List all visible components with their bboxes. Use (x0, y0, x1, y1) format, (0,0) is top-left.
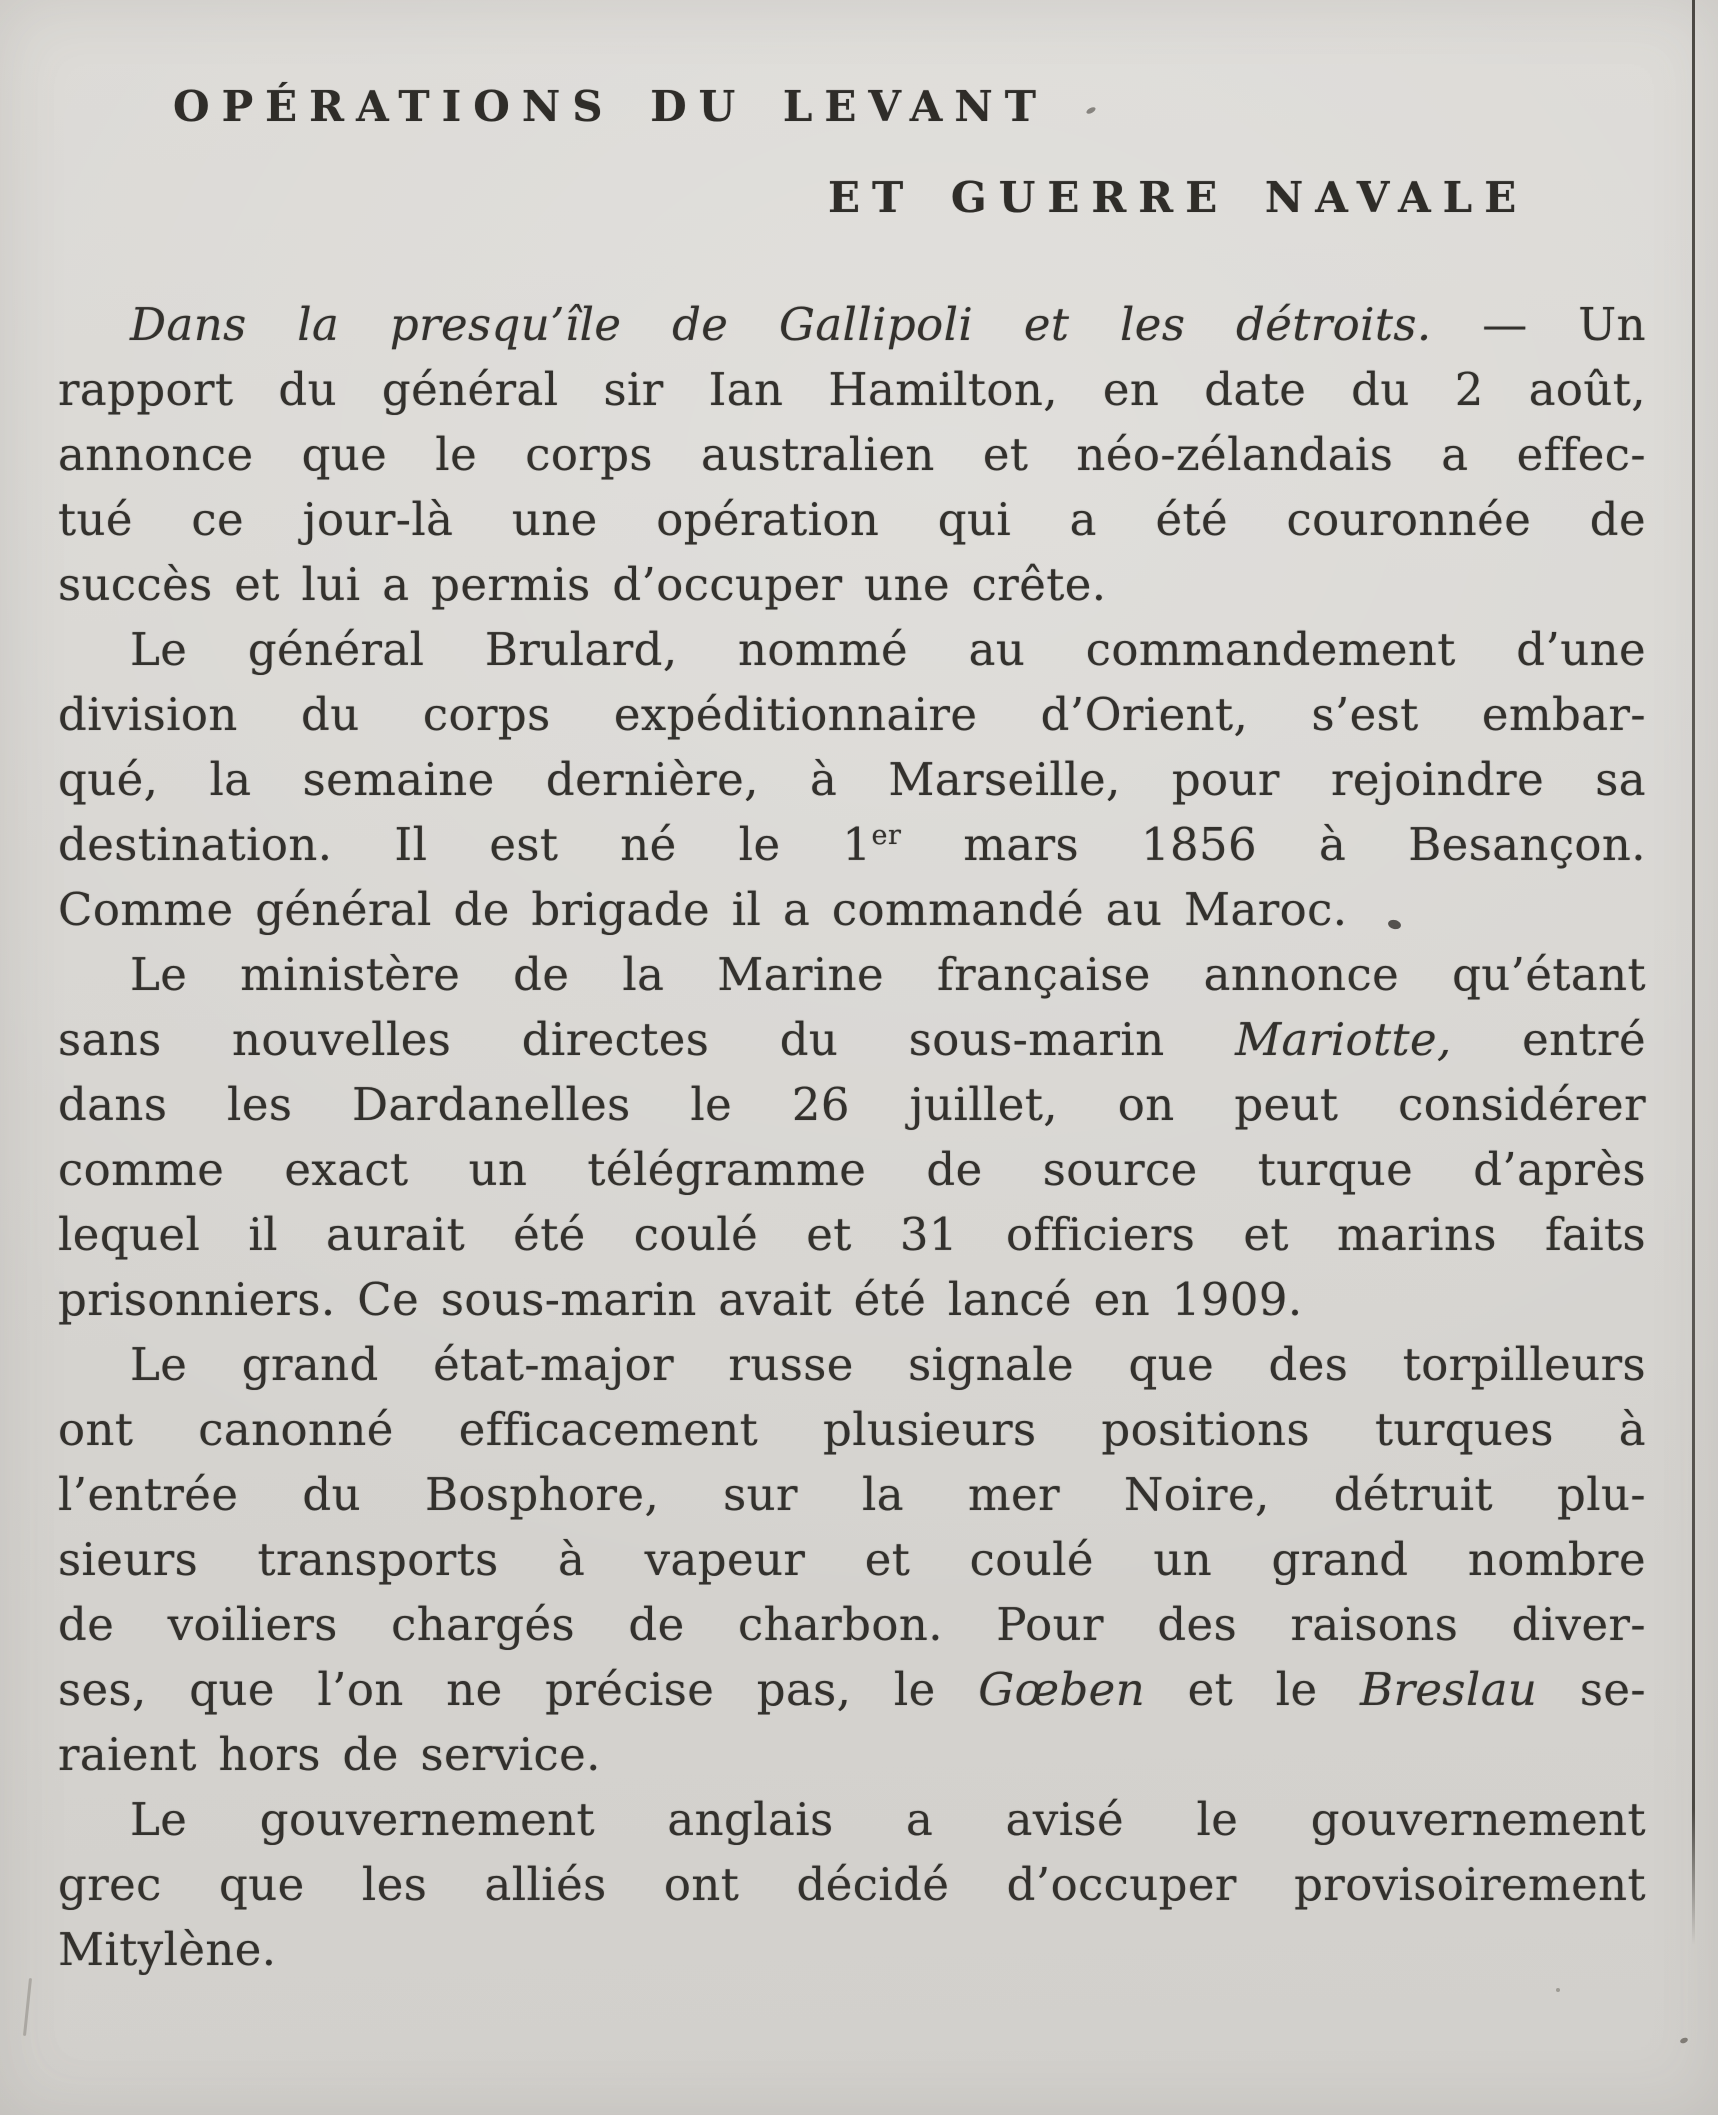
text-segment: entré (1522, 1013, 1646, 1066)
article-line: prisonniers. Ce sous-marin avait été lancé en 1909. (58, 1273, 1303, 1326)
article-line: Mitylène. (58, 1923, 277, 1976)
article-title-line2: ET GUERRE NAVALE (828, 173, 1529, 222)
ink-speck (1556, 1988, 1560, 1992)
article-line: raient hors de service. (58, 1728, 601, 1781)
article-line: lequel il aurait été coulé et 31 officiers et marins faits (58, 1208, 1646, 1261)
article-line: annonce que le corps australien et néo-zélandais a effec- (58, 428, 1646, 481)
text-segment: — Un (1482, 298, 1647, 351)
article-line: Le gouvernement anglais a avisé le gouvernement (130, 1793, 1646, 1846)
article-line: ont canonné efficacement plusieurs positions turques à (58, 1403, 1646, 1456)
article-line: sieurs transports à vapeur et coulé un grand nombre (58, 1533, 1646, 1586)
article-line: grec que les alliés ont décidé d’occuper provisoirement (58, 1858, 1646, 1911)
ship-name-breslau: Breslau (1360, 1663, 1538, 1716)
article-line: qué, la semaine dernière, à Marseille, pour rejoindre sa (58, 753, 1646, 806)
paper-scratch (23, 1978, 32, 2036)
article-line (58, 292, 1646, 357)
article-line: l’entrée du Bosphore, sur la mer Noire, détruit plu- (58, 1468, 1646, 1521)
article-line (58, 1007, 1646, 1072)
ship-name-goeben: Gœben (978, 1663, 1146, 1716)
article-line: rapport du général sir Ian Hamilton, en date du 2 août, (58, 363, 1646, 416)
text-segment: et le (1187, 1663, 1318, 1716)
text-segment: destination. Il est né le 1 (58, 818, 872, 871)
article-line: tué ce jour-là une opération qui a été couronnée de (58, 493, 1646, 546)
text-segment: mars 1856 à Besançon. (963, 818, 1646, 871)
article-line: dans les Dardanelles le 26 juillet, on peut considérer (58, 1078, 1646, 1131)
article-line (58, 812, 1646, 877)
article-line: division du corps expéditionnaire d’Orient, s’est embar- (58, 688, 1646, 741)
ink-speck (1679, 2037, 1688, 2045)
article-line: Le ministère de la Marine française annonce qu’étant (130, 948, 1646, 1001)
text-segment: sans nouvelles directes du sous-marin (58, 1013, 1165, 1066)
article-body (58, 292, 1646, 1982)
article-line (58, 1657, 1646, 1722)
ink-speck (1085, 106, 1096, 115)
article-line: Comme général de brigade il a commandé au Maroc. (58, 883, 1348, 936)
ship-name-mariotte: Mariotte, (1235, 1013, 1452, 1066)
text-segment: se- (1579, 1663, 1646, 1716)
column-divider-rule (1692, 0, 1695, 1945)
article-line: Le grand état-major russe signale que des torpilleurs (130, 1338, 1646, 1391)
article-line: de voiliers chargés de charbon. Pour des raisons diver- (58, 1598, 1646, 1651)
article-line: succès et lui a permis d’occuper une crête. (58, 558, 1107, 611)
article-line: Le général Brulard, nommé au commandement d’une (130, 623, 1646, 676)
ordinal-superscript: er (871, 820, 902, 851)
article-line: comme exact un télégramme de source turque d’après (58, 1143, 1646, 1196)
lead-in-italic: Dans la presqu’île de Gallipoli et les détroits. (130, 298, 1432, 351)
article-title-line1: OPÉRATIONS DU LEVANT (173, 82, 1048, 131)
text-segment: ses, que l’on ne précise pas, le (58, 1663, 936, 1716)
